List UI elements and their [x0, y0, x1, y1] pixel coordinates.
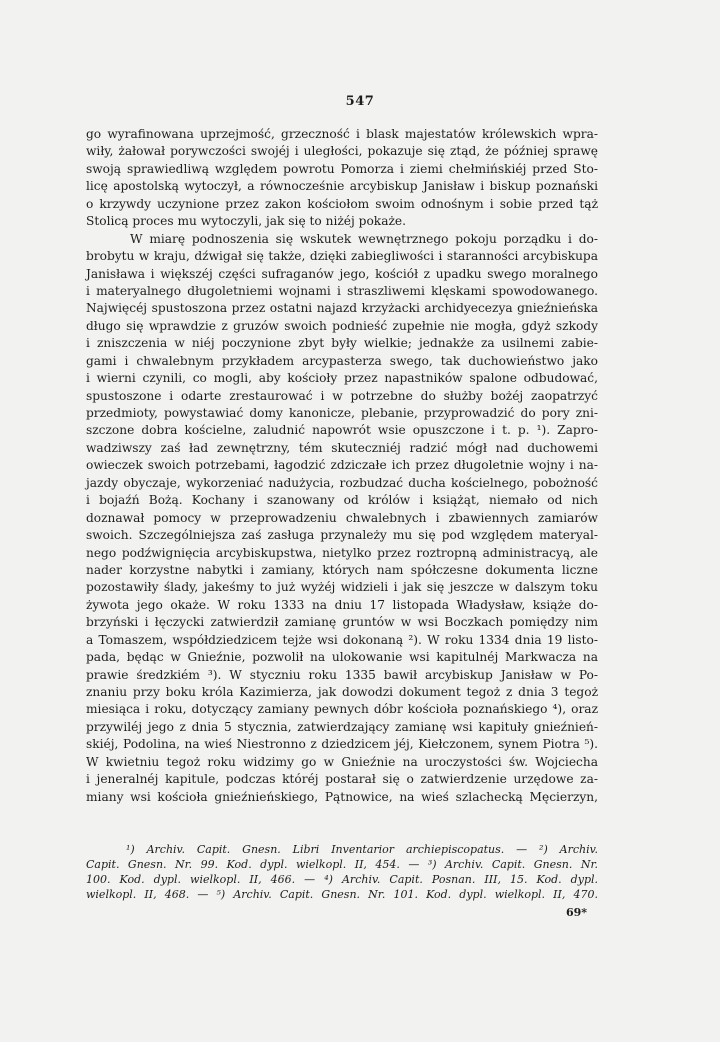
body-line: szczone dobra kościelne, zaludnić napowrót wsie opuszczone i t. p. ¹). Zapro-	[86, 423, 598, 438]
body-text	[86, 126, 598, 806]
body-line: pozostawiły ślady, jakeśmy to już wyżéj widzieli i jak się jeszcze w dalszym toku	[86, 580, 598, 595]
body-line: brobytu w kraju, dźwigał się także, dzięki zabiegliwości i staranności arcybiskupa	[86, 249, 598, 264]
footnotes	[86, 843, 598, 903]
body-line: Janisława i większéj części sufraganów jego, kościół z upadku swego moralnego	[86, 266, 598, 281]
body-line: wiły, żałował porywczości swojéj i uległości, pokazuje się ztąd, że później sprawę	[86, 144, 598, 159]
body-line: doznawał pomocy w przeprowadzeniu chwalebnych i zbawiennych zamiarów	[86, 510, 598, 525]
body-line: wadziwszy zaś ład zewnętrzny, tém skuteczniéj radzić mógł nad duchowemi	[86, 440, 598, 455]
body-line: owieczek swoich potrzebami, łagodzić zdziczałe ich przez długoletnie wojny i na-	[86, 458, 598, 473]
body-line: nego podźwignięcia arcybiskupstwa, nietylko przez roztropną administracyą, ale	[86, 545, 598, 560]
body-line: a Tomaszem, współdziedzicem tejże wsi dokonaną ²). W roku 1334 dnia 19 listo-	[86, 632, 598, 647]
body-line: i jeneralnéj kapitule, podczas któréj postarał się o zatwierdzenie urzędowe za-	[86, 772, 598, 787]
body-line: gami i chwalebnym przykładem arcypasterza swego, tak duchowieństwo jako	[86, 353, 598, 368]
signature-mark: 69*	[566, 906, 588, 919]
body-line: długo się wprawdzie z gruzów swoich podnieść zupełnie nie mogła, gdyż szkody	[86, 318, 598, 333]
body-line: licę apostolską wytoczył, a równocześnie arcybiskup Janisław i biskup poznański	[86, 179, 598, 194]
body-line: nader korzystne nabytki i zamiany, których nam spółczesne dokumenta liczne	[86, 562, 598, 577]
body-line: i zniszczenia w niéj poczynione zbyt były wielkie; jednakże za usilnemi zabie-	[86, 336, 598, 351]
body-line: o krzywdy uczynione przez zakon kościołom swoim odnośnym i sobie przed tąż	[86, 196, 598, 211]
body-line: żywota jego okaże. W roku 1333 na dniu 17 listopada Władysław, książe do-	[86, 597, 598, 612]
footnote-line: ¹) Archiv. Capit. Gnesn. Libri Inventarior archiepiscopatus. — ²) Archiv.	[126, 843, 598, 856]
body-line: go wyrafinowana uprzejmość, grzeczność i blask majestatów królewskich wpra-	[86, 127, 598, 141]
body-line: W miarę podnoszenia się wskutek wewnętrznego pokoju porządku i do-	[130, 231, 598, 246]
body-line: Stolicą proces mu wytoczyli, jak się to niżéj pokaże.	[86, 214, 406, 229]
body-line: Najwięcéj spustoszona przez ostatni najazd krzyżacki archidyecezya gnieźnieńska	[86, 301, 598, 316]
body-line: znaniu przy boku króla Kazimierza, jak dowodzi dokument tegoż z dnia 3 tegoż	[86, 685, 598, 699]
body-line: miany wsi kościoła gnieźnieńskiego, Pątnowice, na wieś szlachecką Męcierzyn,	[86, 789, 598, 804]
body-line: swoją sprawiedliwą względem powrotu Pomorza i ziemi chełmińskiéj przed Sto-	[86, 161, 598, 176]
body-line: skiéj, Podolina, na wieś Niestronno z dziedzicem jéj, Kiełczonem, synem Piotra ⁵).	[86, 737, 598, 752]
body-line: przywiléj jego z dnia 5 stycznia, zatwierdzający zamianę wsi kapituły gnieźnień-	[86, 719, 598, 734]
body-line: spustoszone i odarte zrestaurować i w potrzebne do służby bożéj zaopatrzyć	[86, 388, 598, 403]
body-line: swoich. Szczególniejsza zaś zasługa przynależy mu się pod względem materyal-	[86, 528, 598, 543]
body-line: brzyński i łęczycki zatwierdził zamianę gruntów w wsi Boczkach pomiędzy nim	[86, 615, 598, 630]
body-line: prawie średzkiém ³). W styczniu roku 1335 bawił arcybiskup Janisław w Po-	[86, 667, 598, 682]
body-line: przedmioty, powystawiać domy kanonicze, plebanie, przyprowadzić do pory zni-	[86, 406, 598, 420]
body-line: i bojaźń Bożą. Kochany i szanowany od królów i książąt, niemało od nich	[86, 493, 598, 508]
footnote-line: 100. Kod. dypl. wielkopl. II, 466. — ⁴) Archiv. Capit. Posnan. III, 15. Kod. dypl.	[86, 872, 598, 886]
body-line: pada, będąc w Gnieźnie, pozwolił na ulokowanie wsi kapitulnéj Markwacza na	[86, 650, 598, 665]
body-line: jazdy obyczaje, wykorzeniać nadużycia, rozbudzać ducha kościelnego, pobożność	[86, 475, 598, 490]
body-line: W kwietniu tegoż roku widzimy go w Gnieźnie na uroczystości św. Wojciecha	[86, 754, 598, 769]
body-line: miesiąca i roku, dotyczący zamiany pewnych dóbr kościoła poznańskiego ⁴), oraz	[86, 702, 598, 717]
footnote-line: wielkopl. II, 468. — ⁵) Archiv. Capit. Gnesn. Nr. 101. Kod. dypl. wielkopl. II, 470.	[86, 887, 598, 901]
body-line: i wierni czynili, co mogli, aby kościoły przez napastników spalone odbudować,	[86, 371, 598, 386]
footnote-line: Capit. Gnesn. Nr. 99. Kod. dypl. wielkopl. II, 454. — ³) Archiv. Capit. Gnesn. Nr.	[86, 857, 598, 871]
page-number: 547	[345, 94, 375, 109]
body-line: i materyalnego długoletniemi wojnami i straszliwemi klęskami spowodowanego.	[86, 283, 598, 298]
